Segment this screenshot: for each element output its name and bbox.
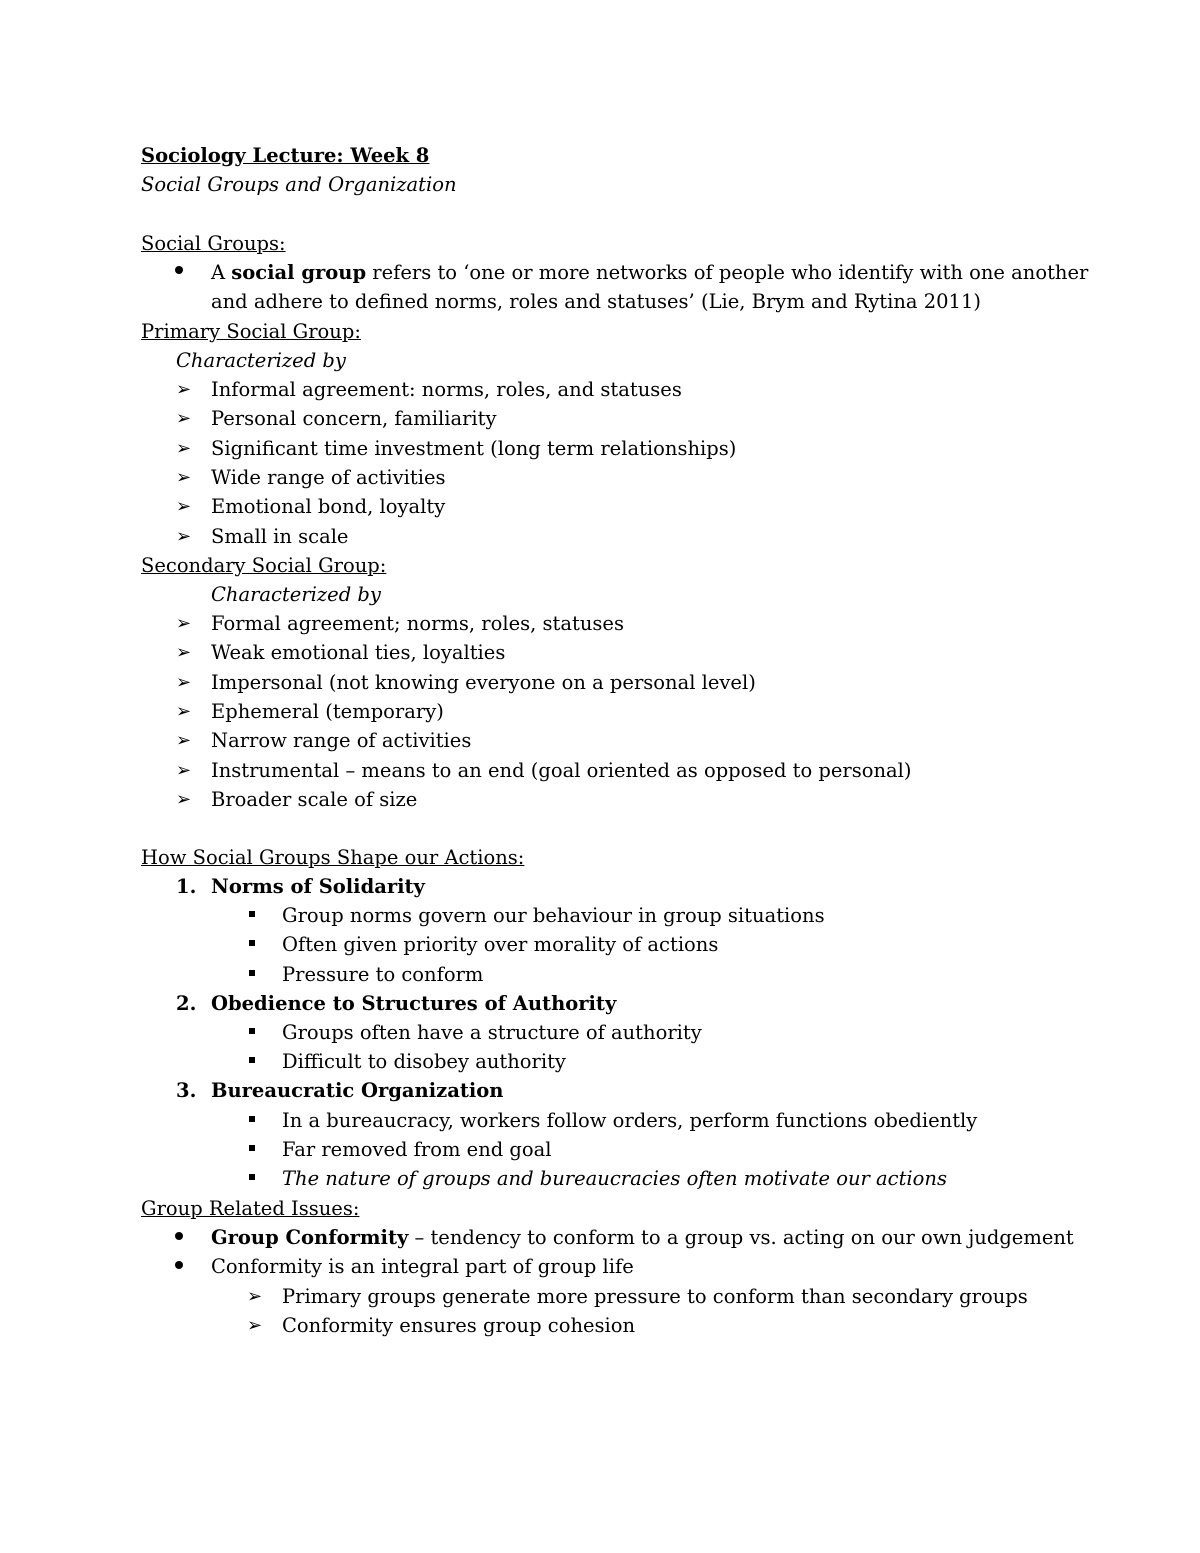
- primary-trait-item: Small in scale: [211, 524, 349, 548]
- group-conformity-term: Group Conformity: [211, 1226, 409, 1249]
- section-title: Norms of Solidarity: [211, 875, 425, 898]
- arrow-bullet-icon: ➢: [176, 788, 192, 810]
- arrow-bullet-icon: ➢: [176, 759, 192, 781]
- conformity-sub-item: Primary groups generate more pressure to conform than secondary groups: [282, 1285, 1028, 1308]
- definition-term: social group: [231, 261, 367, 284]
- section-point: Far removed from end goal: [282, 1137, 552, 1161]
- secondary-group-heading: Secondary Social Group:: [141, 554, 387, 577]
- arrow-bullet-icon: ➢: [176, 496, 192, 518]
- document-title: Sociology Lecture: Week 8: [141, 144, 430, 167]
- square-bullet-icon: [249, 1145, 255, 1151]
- definition-prefix: A: [211, 261, 232, 284]
- section-point: The nature of groups and bureaucracies often motivate our actions: [282, 1167, 947, 1190]
- arrow-bullet-icon: ➢: [176, 379, 192, 400]
- arrow-bullet-icon: ➢: [247, 1286, 263, 1307]
- section-point: Groups often have a structure of authority: [282, 1021, 702, 1044]
- arrow-bullet-icon: ➢: [247, 1315, 263, 1336]
- primary-trait-item: Personal concern, familiarity: [211, 407, 497, 431]
- arrow-bullet-icon: ➢: [176, 437, 192, 459]
- secondary-trait-item: Narrow range of activities: [211, 729, 472, 753]
- primary-characterized-label: Characterized by: [176, 349, 346, 372]
- primary-trait-item: Emotional bond, loyalty: [211, 495, 446, 519]
- arrow-bullet-icon: ➢: [176, 613, 192, 634]
- definition-text: refers to ‘one or more networks of people who identify with one another: [366, 261, 1089, 284]
- group-issues-heading: Group Related Issues:: [141, 1197, 360, 1220]
- group-conformity-definition: – tendency to conform to a group vs. acting on our own judgement: [408, 1226, 1074, 1249]
- section-point: In a bureaucracy, workers follow orders, perform functions obediently: [282, 1108, 978, 1132]
- primary-trait-item: Informal agreement: norms, roles, and statuses: [211, 378, 682, 401]
- arrow-bullet-icon: ➢: [176, 466, 192, 488]
- square-bullet-icon: [249, 970, 255, 976]
- square-bullet-icon: [249, 1116, 255, 1122]
- secondary-characterized-label: Characterized by: [211, 583, 381, 606]
- square-bullet-icon: [249, 1057, 255, 1063]
- secondary-trait-item: Instrumental – means to an end (goal oriented as opposed to personal): [211, 758, 912, 782]
- conformity-sub-item: Conformity ensures group cohesion: [282, 1314, 636, 1337]
- social-groups-heading: Social Groups:: [141, 232, 286, 255]
- square-bullet-icon: [249, 1174, 255, 1180]
- arrow-bullet-icon: ➢: [176, 408, 192, 430]
- group-conformity-item: [211, 1224, 1074, 1253]
- section-number: 3.: [176, 1079, 197, 1103]
- section-point: Often given priority over morality of actions: [282, 933, 719, 957]
- square-bullet-icon: [249, 940, 255, 946]
- square-bullet-icon: [249, 1028, 255, 1034]
- conformity-integral-item: Conformity is an integral part of group life: [211, 1255, 634, 1278]
- social-group-definition-line1: [211, 259, 1088, 288]
- secondary-trait-item: Impersonal (not knowing everyone on a personal level): [211, 670, 756, 694]
- primary-trait-item: Significant time investment (long term relationships): [211, 436, 737, 460]
- arrow-bullet-icon: ➢: [176, 730, 192, 752]
- bullet-dot-icon: [175, 1232, 183, 1240]
- section-point: Pressure to conform: [282, 962, 484, 986]
- arrow-bullet-icon: ➢: [176, 671, 192, 693]
- social-group-definition-line2: and adhere to defined norms, roles and statuses’ (Lie, Brym and Rytina 2011): [211, 290, 981, 313]
- secondary-trait-item: Broader scale of size: [211, 787, 418, 811]
- section-title: Obedience to Structures of Authority: [211, 991, 617, 1015]
- bullet-dot-icon: [175, 266, 183, 274]
- arrow-bullet-icon: ➢: [176, 642, 192, 664]
- section-number: 1.: [176, 875, 197, 898]
- arrow-bullet-icon: ➢: [176, 525, 192, 547]
- arrow-bullet-icon: ➢: [176, 700, 192, 722]
- secondary-trait-item: Formal agreement; norms, roles, statuses: [211, 612, 624, 635]
- secondary-trait-item: Weak emotional ties, loyalties: [211, 641, 506, 665]
- primary-group-heading: Primary Social Group:: [141, 320, 361, 343]
- square-bullet-icon: [249, 911, 255, 917]
- secondary-trait-item: Ephemeral (temporary): [211, 699, 444, 723]
- section-point: Difficult to disobey authority: [282, 1050, 566, 1074]
- shape-actions-heading: How Social Groups Shape our Actions:: [141, 846, 525, 869]
- primary-trait-item: Wide range of activities: [211, 465, 446, 489]
- document-subtitle: Social Groups and Organization: [141, 173, 457, 196]
- section-number: 2.: [176, 991, 197, 1015]
- bullet-dot-icon: [175, 1261, 183, 1269]
- section-title: Bureaucratic Organization: [211, 1079, 504, 1103]
- section-point: Group norms govern our behaviour in group situations: [282, 904, 825, 928]
